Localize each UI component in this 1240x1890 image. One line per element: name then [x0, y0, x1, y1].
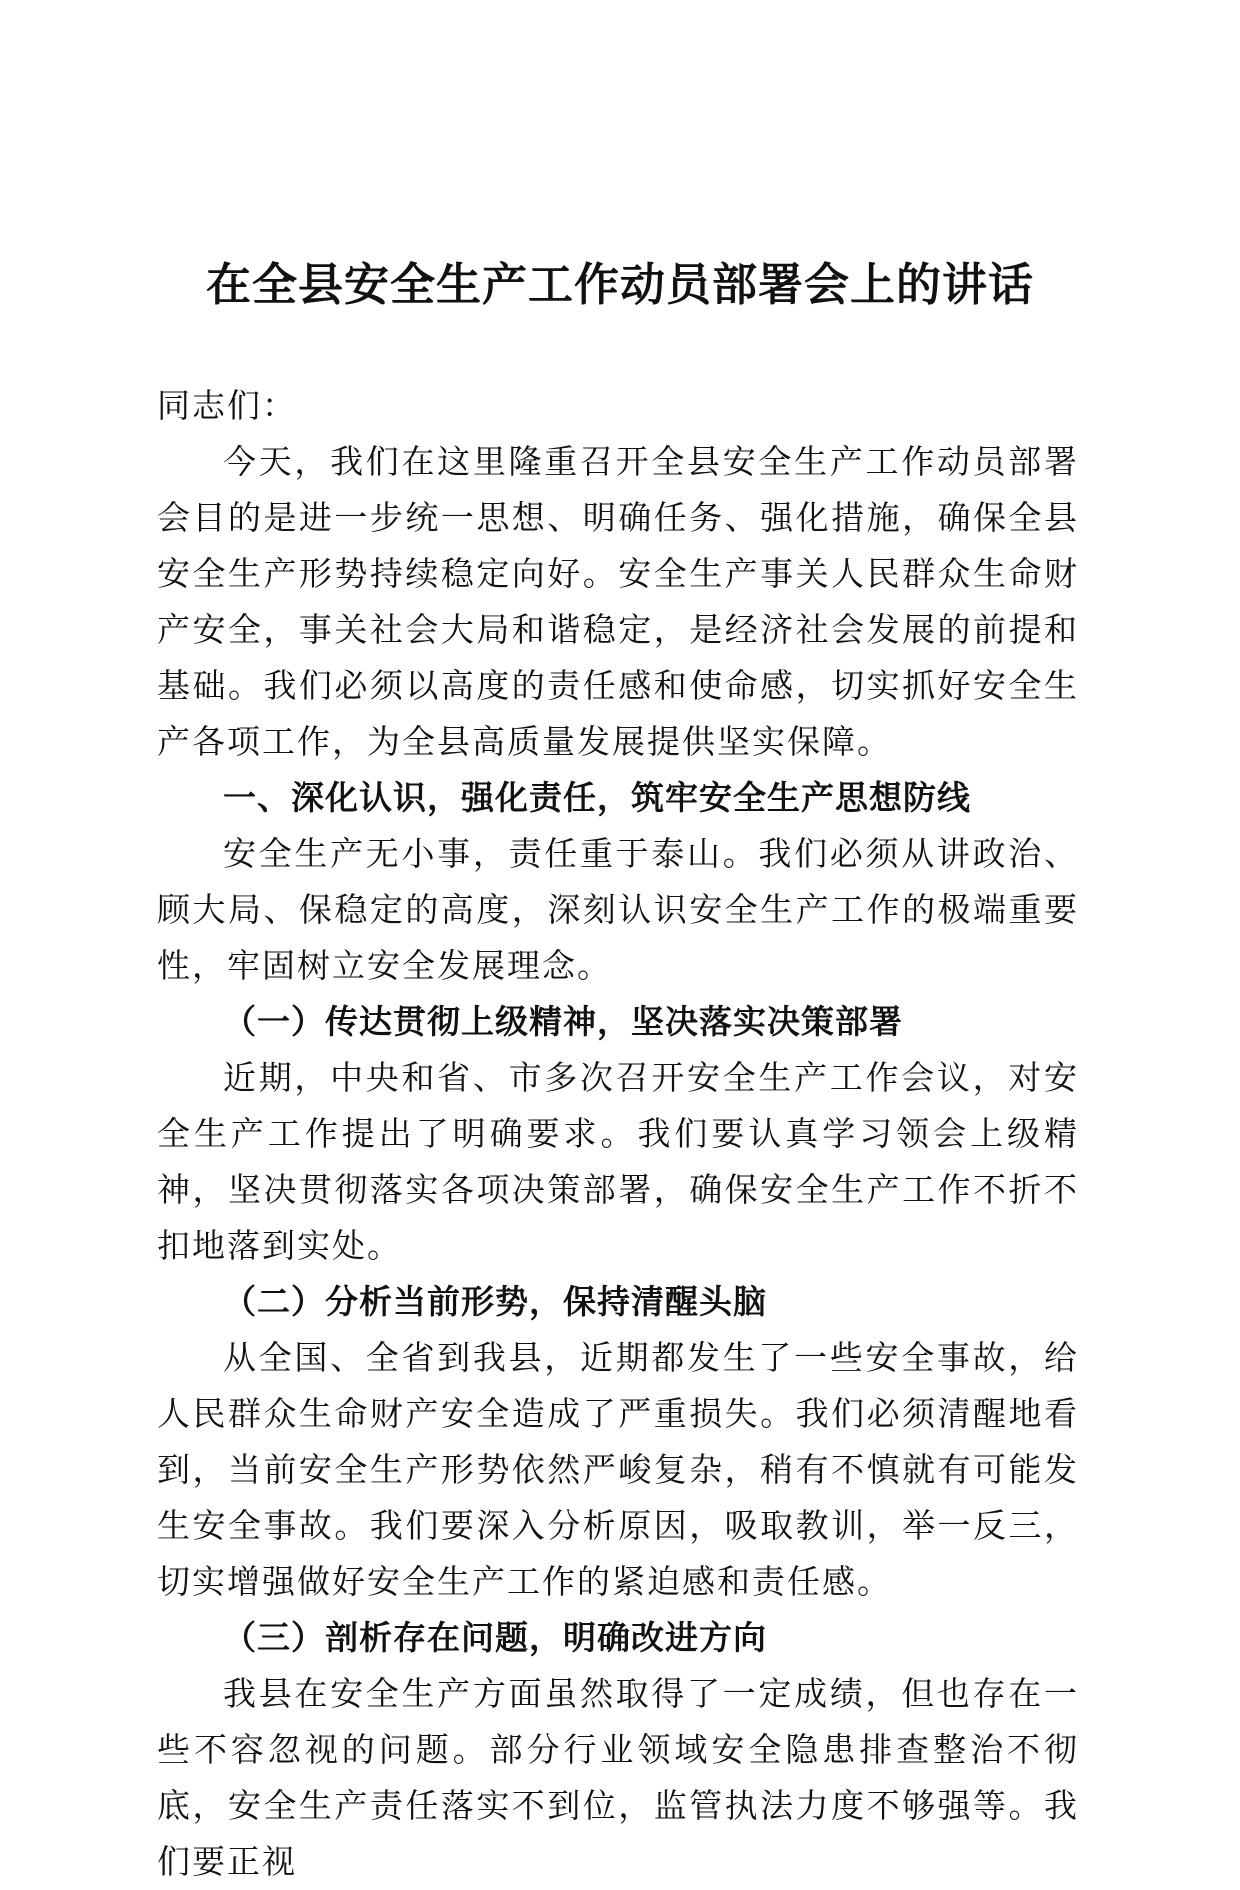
subsection-heading-2: （二）分析当前形势，保持清醒头脑 [223, 1282, 767, 1321]
intro-paragraph: 今天，我们在这里隆重召开全县安全生产工作动员部署会目的是进一步统一思想、明确任务、强化措施，确保全县安全生产形势持续稳定向好。安全生产事关人民群众生命财产安全，事关社会大局和谐稳定，是经济社会发展的前提和基础。我们必须以高度的责任感和使命感，切实抓好安全生产各项工作，为全县高质量发展提供坚实保障。 [157, 442, 1079, 761]
salutation: 同志们： [157, 386, 297, 425]
section-1-paragraph: 安全生产无小事，责任重于泰山。我们必须从讲政治、顾大局、保稳定的高度，深刻认识安全生产工作的极端重要性，牢固树立安全发展理念。 [157, 834, 1079, 985]
subsection-heading-3: （三）剖析存在问题，明确改进方向 [223, 1618, 767, 1657]
subsection-1-paragraph: 近期，中央和省、市多次召开安全生产工作会议，对安全生产工作提出了明确要求。我们要认真学习领会上级精神，坚决贯彻落实各项决策部署，确保安全生产工作不折不扣地落到实处。 [157, 1058, 1079, 1265]
document-title: 在全县安全生产工作动员部署会上的讲话 [205, 258, 1034, 311]
subsection-3-paragraph: 我县在安全生产方面虽然取得了一定成绩，但也存在一些不容忽视的问题。部分行业领域安全隐患排查整治不彻底，安全生产责任落实不到位，监管执法力度不够强等。我们要正视 [157, 1674, 1079, 1881]
subsection-heading-1: （一）传达贯彻上级精神，坚决落实决策部署 [223, 1002, 903, 1041]
document-body [157, 378, 1079, 1890]
section-heading-1: 一、深化认识，强化责任，筑牢安全生产思想防线 [223, 778, 971, 817]
subsection-2-paragraph: 从全国、全省到我县，近期都发生了一些安全事故，给人民群众生命财产安全造成了严重损失。我们必须清醒地看到，当前安全生产形势依然严峻复杂，稍有不慎就有可能发生安全事故。我们要深入分析原因，吸取教训，举一反三，切实增强做好安全生产工作的紧迫感和责任感。 [157, 1338, 1079, 1601]
